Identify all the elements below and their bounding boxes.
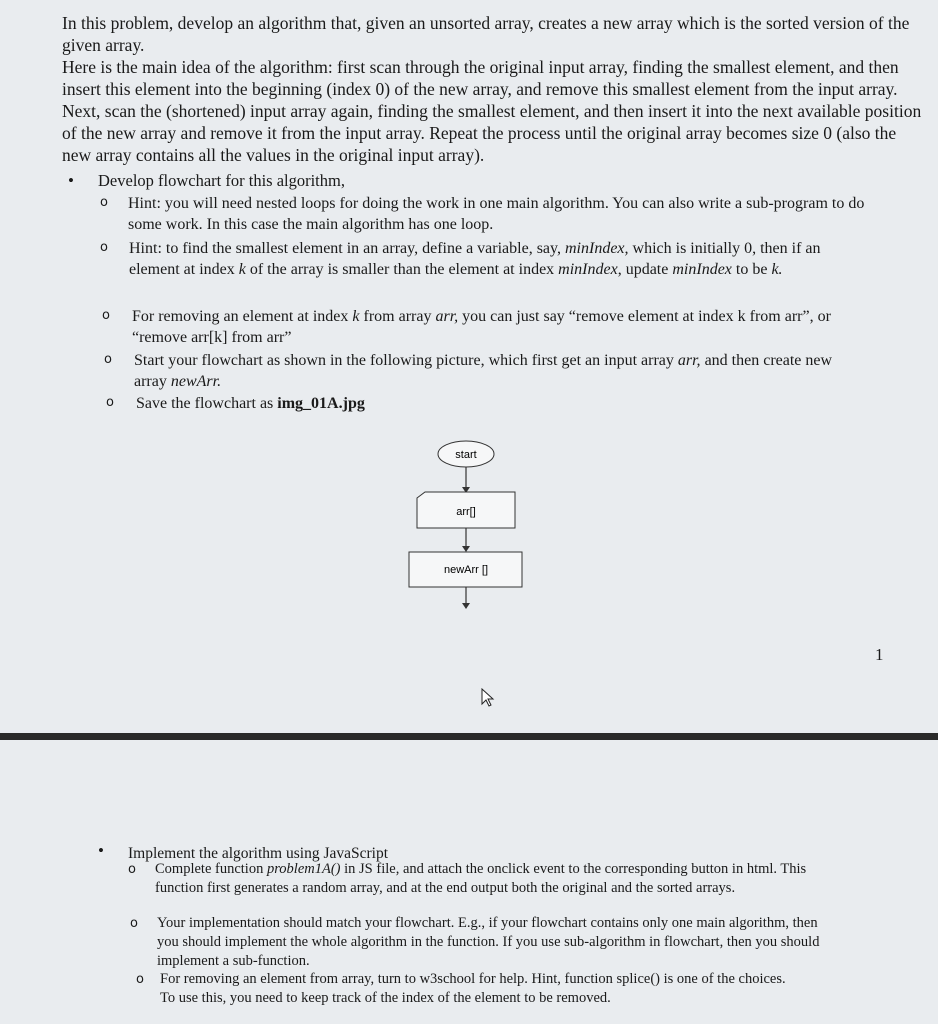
- hint-min-index: Hint: to find the smallest element in an array, define a variable, say, minIndex, which is initially 0, then if an element at index k of the array is smaller than the element at index minIndex, update minIndex to be k.: [129, 240, 821, 278]
- item-complete-function: Complete function problem1A() in JS file, and attach the onclick event to the corresponding button in html. This function first generates a random array, and at the end output both the original and the sorted arrays.: [155, 861, 807, 896]
- mouse-pointer-icon: [480, 688, 496, 708]
- hint-start-flowchart: Start your flowchart as shown in the following picture, which first get an input array arr, and then create new array newArr.: [134, 352, 833, 390]
- flowchart-input-label: arr[]: [456, 506, 476, 518]
- sub-bullet-icon: o: [102, 308, 110, 323]
- bullet-implement-js: Implement the algorithm using JavaScript: [128, 845, 389, 862]
- sub-bullet-icon: o: [128, 862, 136, 877]
- intro-text: [62, 12, 922, 166]
- document-page-2: [0, 740, 938, 1024]
- sub-bullet-icon: o: [100, 195, 108, 210]
- hint-remove-element: For removing an element at index k from array arr, you can just say “remove element at index k from arr”, or “remove arr[k] from arr”: [132, 308, 831, 346]
- intro-paragraph-1: In this problem, develop an algorithm that, given an unsorted array, creates a new array which is the sorted version of the given array.: [62, 13, 910, 55]
- flowchart-arrowhead: [462, 546, 470, 552]
- hint-save-flowchart: Save the flowchart as img_01A.jpg: [136, 395, 365, 412]
- bullet-icon: •: [68, 171, 74, 190]
- intro-paragraph-2: Here is the main idea of the algorithm: first scan through the original input array, finding the smallest element, and then insert this element into the beginning (index 0) of the new array, and remove this smallest element from the input array. Next, scan the (shortened) input array again, finding the smallest element, and then insert it into the next available position of the new array and remove it from the input array. Repeat the process until the original array becomes size 0 (also the new array contains all the values in the original input array).: [62, 57, 922, 165]
- page-number: 1: [875, 645, 884, 664]
- sub-bullet-icon: o: [130, 916, 138, 931]
- item-match-flowchart: Your implementation should match your flowchart. E.g., if your flowchart contains only one main algorithm, then you should implement the whole algorithm in the function. If you use sub-algorithm in flowchart, then you should implement a sub-function.: [157, 915, 820, 969]
- flowchart-diagram: [380, 430, 550, 620]
- flowchart-arrowhead: [462, 603, 470, 609]
- sub-bullet-icon: o: [106, 395, 114, 410]
- bullet-icon: •: [98, 841, 104, 860]
- flowchart-start-label: start: [455, 449, 477, 461]
- hint-nested-loops: Hint: you will need nested loops for doing the work in one main algorithm. You can also write a sub-program to do some work. In this case the main algorithm has one loop.: [128, 195, 865, 233]
- sub-bullet-icon: o: [104, 352, 112, 367]
- bullet-develop-flowchart: Develop flowchart for this algorithm,: [98, 171, 345, 190]
- flowchart-process-label: newArr []: [443, 564, 489, 576]
- item-remove-splice: For removing an element from array, turn to w3school for help. Hint, function splice() is one of the choices. To use this, you need to keep track of the index of the element to be removed.: [160, 971, 786, 1006]
- sub-bullet-icon: o: [100, 240, 108, 255]
- sub-bullet-icon: o: [136, 972, 144, 987]
